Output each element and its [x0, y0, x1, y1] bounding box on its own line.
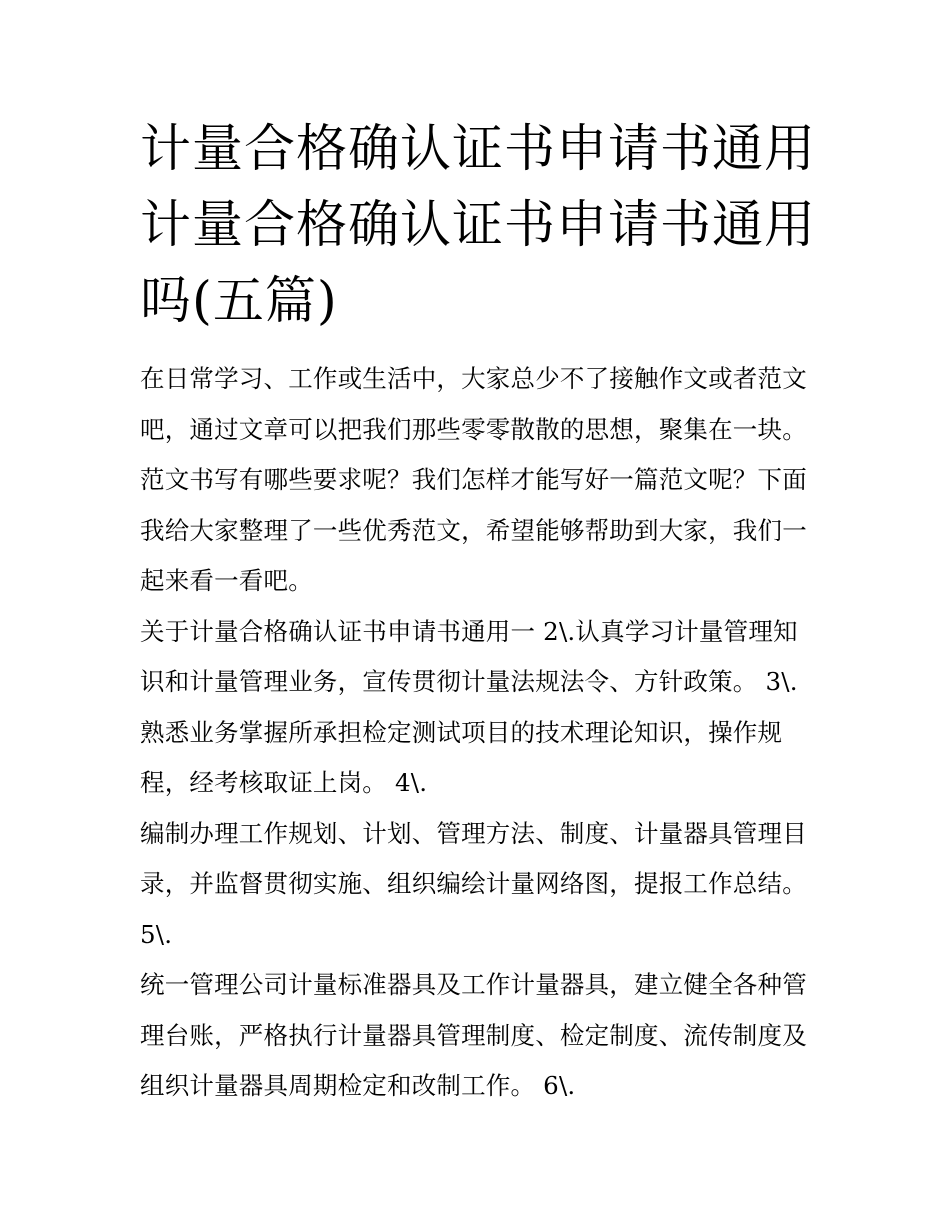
- document-title: 计量合格确认证书申请书通用计量合格确认证书申请书通用吗(五篇): [140, 120, 817, 331]
- paragraph-duty-4: 编制办理工作规划、计划、管理方法、制度、计量器具管理目录，并监督贯彻实施、组织编绘计量网络图，提报工作总结。 5\.: [140, 818, 807, 949]
- paragraph-intro: 在日常学习、工作或生活中，大家总少不了接触作文或者范文吧，通过文章可以把我们那些零零散散的思想，聚集在一块。范文书写有哪些要求呢？我们怎样才能写好一篇范文呢？下面我给大家整理了一些优秀范文，希望能够帮助到大家，我们一起来看一看吧。: [140, 364, 807, 595]
- paragraph-duties-2-4: 关于计量合格确认证书申请书通用一 2\.认真学习计量管理知识和计量管理业务，宣传贯彻计量法规法令、方针政策。 3\.熟悉业务掌握所承担检定测试项目的技术理论知识，操作规程，经考核取证上岗。 4\.: [140, 616, 798, 797]
- document-body: [140, 354, 820, 1112]
- paragraph-duty-5: 统一管理公司计量标准器具及工作计量器具，建立健全各种管理台账，严格执行计量器具管理制度、检定制度、流传制度及组织计量器具周期检定和改制工作。 6\.: [140, 970, 807, 1100]
